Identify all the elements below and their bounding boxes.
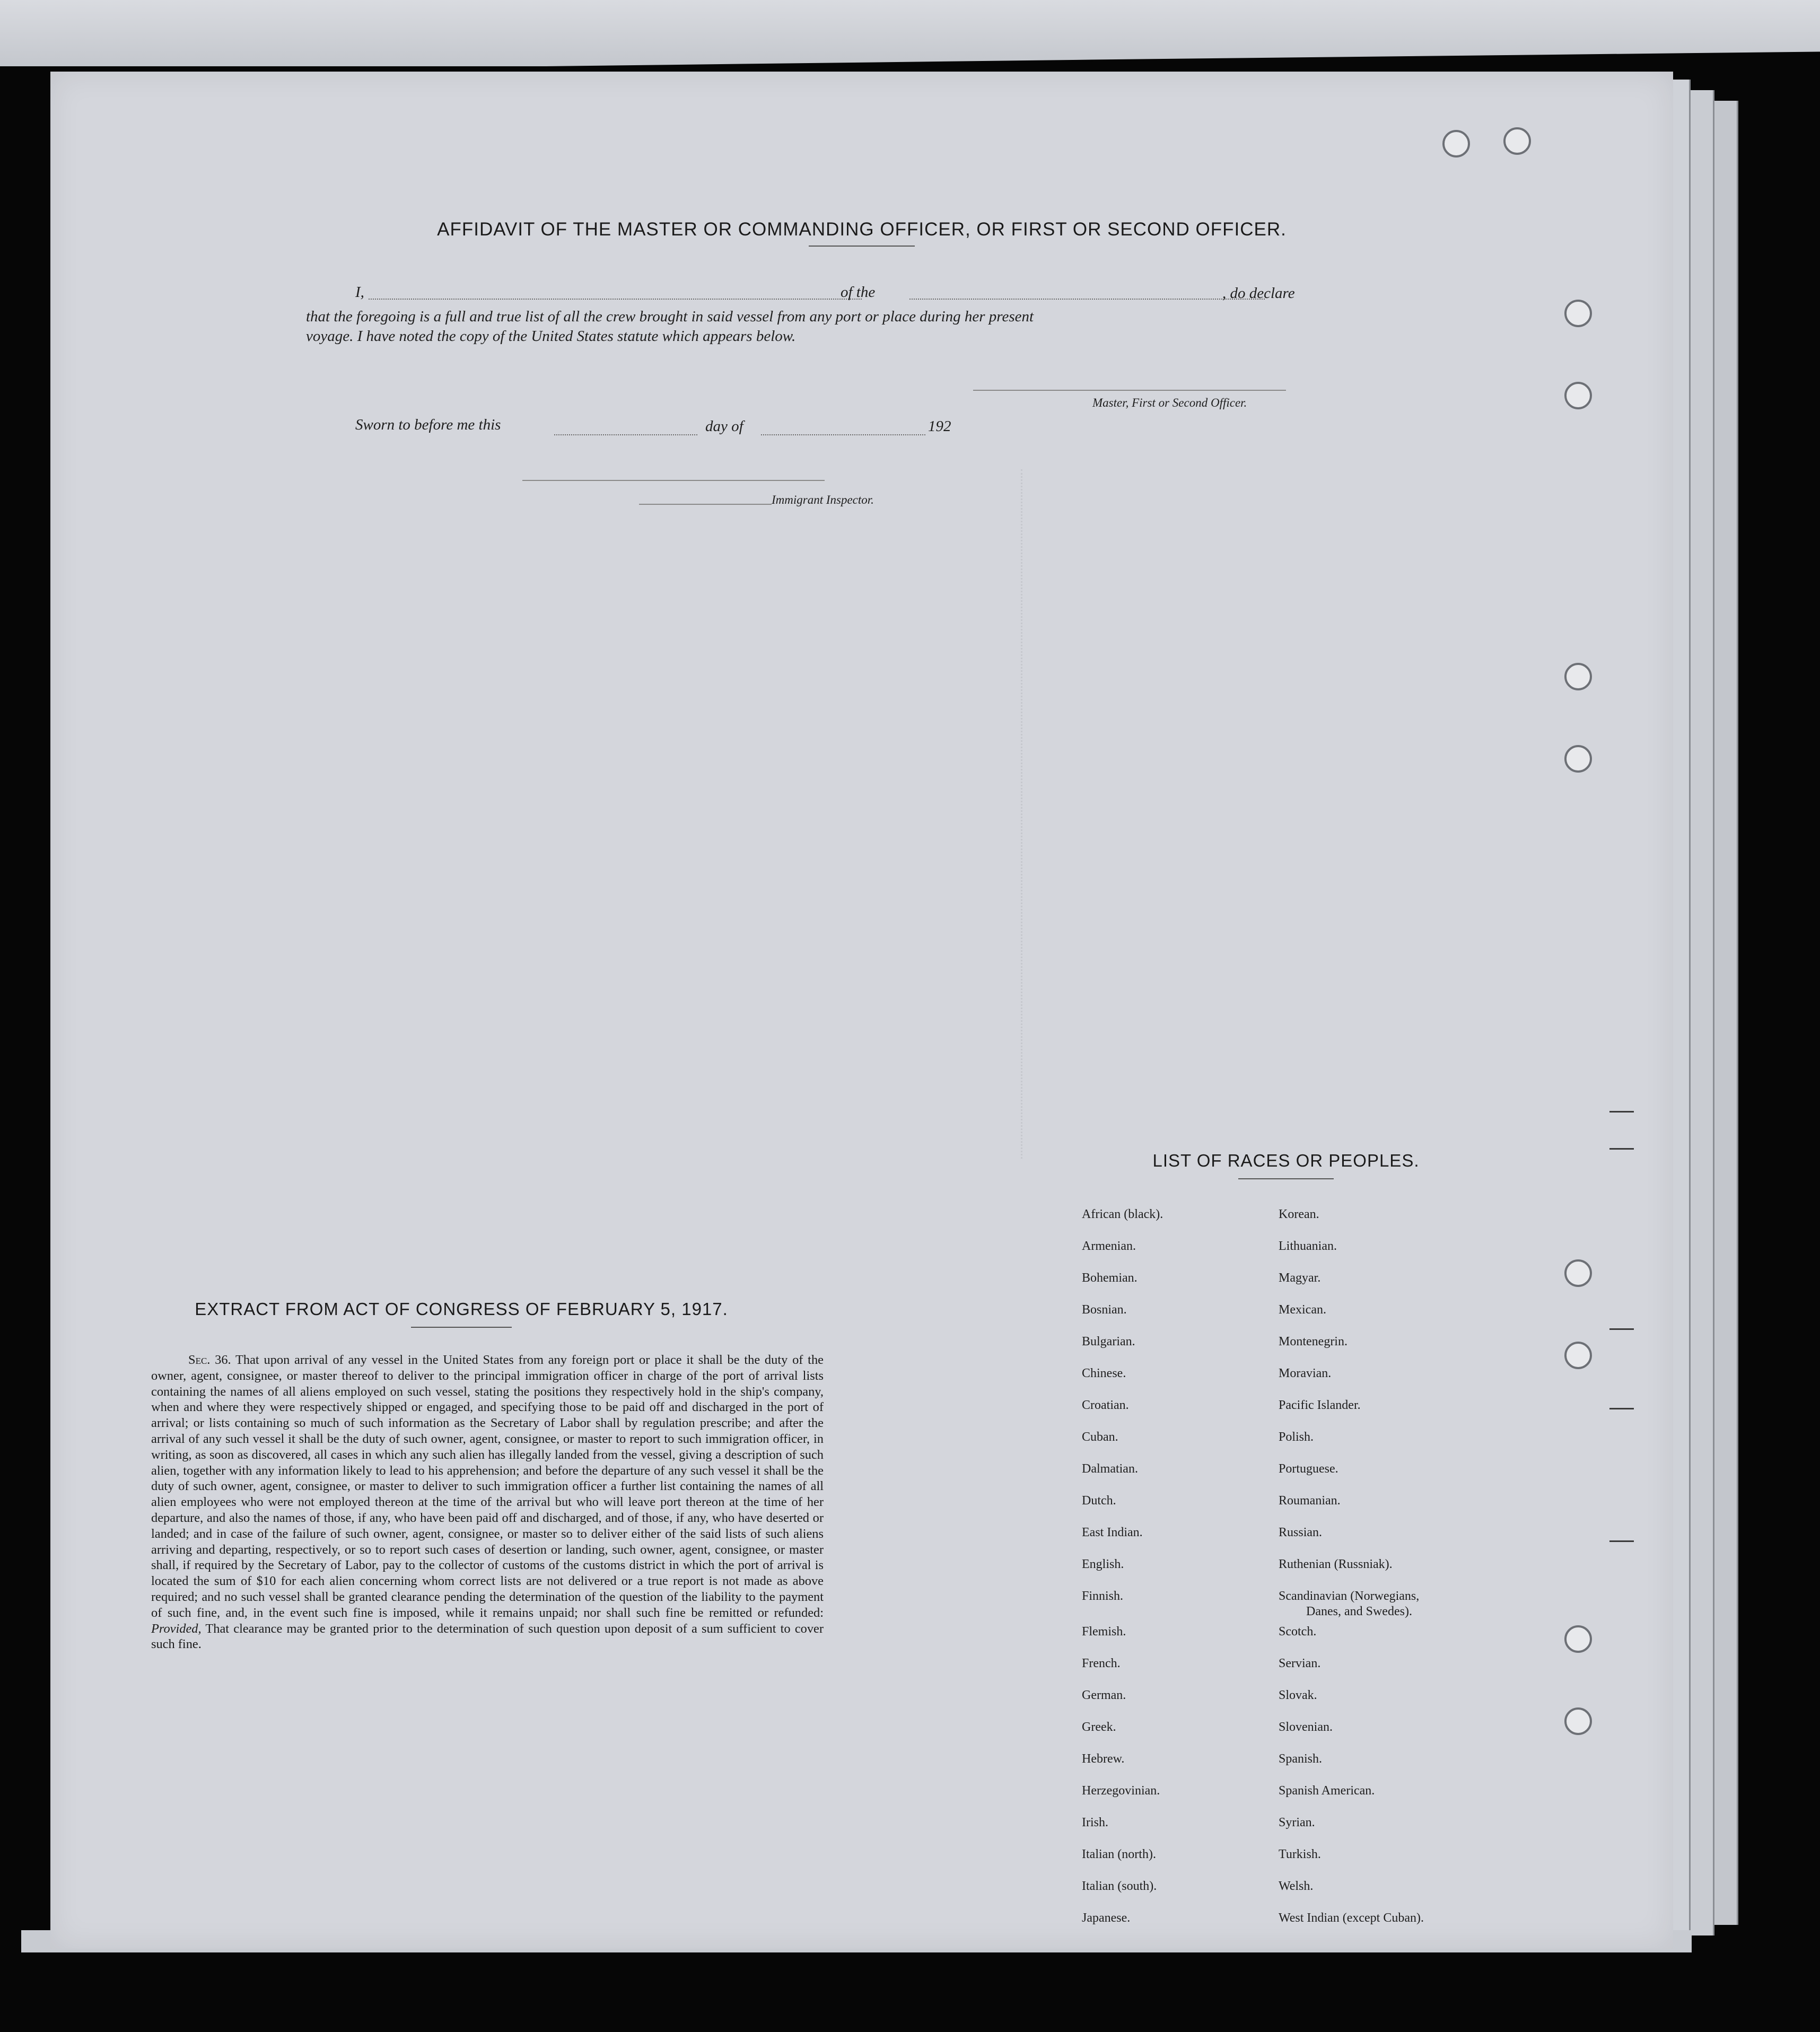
affidavit-do-declare: , do declare xyxy=(1222,285,1295,302)
punch-hole xyxy=(1564,745,1592,773)
punch-hole xyxy=(1564,1625,1592,1653)
race-item: West Indian (except Cuban). xyxy=(1279,1911,1424,1925)
sworn-day-line[interactable] xyxy=(554,434,697,435)
race-item: Dalmatian. xyxy=(1082,1462,1138,1476)
sworn-label: Sworn to before me this xyxy=(355,416,501,433)
race-item: Japanese. xyxy=(1082,1911,1131,1925)
race-item: Finnish. xyxy=(1082,1589,1124,1603)
race-item: Syrian. xyxy=(1279,1816,1315,1829)
race-item: Welsh. xyxy=(1279,1879,1314,1893)
tab-mark xyxy=(1609,1408,1634,1409)
extract-body xyxy=(151,1352,824,1652)
punch-hole xyxy=(1442,130,1470,157)
sworn-month-line[interactable] xyxy=(761,434,925,435)
race-item: Bohemian. xyxy=(1082,1271,1138,1285)
race-item: Danes, and Swedes). xyxy=(1306,1605,1412,1618)
race-item: Slovak. xyxy=(1279,1688,1317,1702)
bleed-through-ghost xyxy=(1021,469,1553,1159)
affidavit-title: AFFIDAVIT OF THE MASTER OR COMMANDING OFFICER, OR FIRST OR SECOND OFFICER. xyxy=(50,219,1673,247)
race-item: Russian. xyxy=(1279,1526,1323,1539)
race-item: Hebrew. xyxy=(1082,1752,1125,1766)
race-item: East Indian. xyxy=(1082,1526,1143,1539)
race-item: Armenian. xyxy=(1082,1239,1136,1253)
race-item: Flemish. xyxy=(1082,1625,1126,1639)
document-page xyxy=(50,72,1673,1949)
race-item: Bosnian. xyxy=(1082,1303,1127,1317)
inspector-signature-line-1[interactable] xyxy=(522,480,825,481)
punch-hole xyxy=(1564,382,1592,409)
races-title: LIST OF RACES OR PEOPLES. xyxy=(1074,1151,1498,1179)
punch-hole xyxy=(1564,1707,1592,1735)
inspector-label: Immigrant Inspector. xyxy=(772,493,874,506)
punch-hole xyxy=(1503,127,1531,155)
race-item: Spanish. xyxy=(1279,1752,1323,1766)
day-of-label: day of xyxy=(705,418,743,435)
race-item: Mexican. xyxy=(1279,1303,1326,1317)
master-signature-line[interactable] xyxy=(973,390,1286,391)
punch-hole xyxy=(1564,1259,1592,1287)
race-item: Italian (south). xyxy=(1082,1879,1157,1893)
race-item: Greek. xyxy=(1082,1720,1116,1734)
race-item: Lithuanian. xyxy=(1279,1239,1337,1253)
punch-hole xyxy=(1564,1342,1592,1369)
race-item: Bulgarian. xyxy=(1082,1335,1135,1348)
race-item: Cuban. xyxy=(1082,1430,1118,1444)
race-item: Ruthenian (Russniak). xyxy=(1279,1557,1393,1571)
tab-mark xyxy=(1609,1111,1634,1113)
section-label: Sec. 36. xyxy=(188,1353,231,1367)
race-item: Pacific Islander. xyxy=(1279,1398,1361,1412)
race-item: Italian (north). xyxy=(1082,1847,1156,1861)
race-item: Montenegrin. xyxy=(1279,1335,1348,1348)
tab-mark xyxy=(1609,1148,1634,1150)
race-item: Spanish American. xyxy=(1279,1784,1375,1798)
master-name-line[interactable] xyxy=(369,299,862,300)
vessel-name-line[interactable] xyxy=(909,299,1265,300)
punch-hole xyxy=(1564,663,1592,690)
race-item: Roumanian. xyxy=(1279,1494,1341,1508)
tab-mark xyxy=(1609,1540,1634,1542)
film-top-strip xyxy=(0,0,1820,66)
affidavit-line-2: that the foregoing is a full and true list of all the crew brought in said vessel from any port or place during her present xyxy=(306,308,1034,325)
race-item: Turkish. xyxy=(1279,1847,1321,1861)
race-item: Moravian. xyxy=(1279,1367,1332,1380)
race-item: Croatian. xyxy=(1082,1398,1129,1412)
inspector-signature-line-2[interactable] xyxy=(639,504,772,505)
punch-hole xyxy=(1564,300,1592,327)
affidavit-i-label: I, xyxy=(355,284,364,301)
race-item: Magyar. xyxy=(1279,1271,1321,1285)
affidavit-of-the: of the xyxy=(841,284,876,301)
section-text: That upon arrival of any vessel in the United States from any foreign port or place it shall be the duty of the owner, agent, consignee, or master thereof to deliver to the principal immigration officer in charge of the port of arrival lists containing the names of all aliens employed on such vessel, stating the positions they respectively hold in the ship's company, when and where they were respectively shipped or engaged, and specifying those to be paid off and discharged in the port of arrival; or lists containing so much of such information as the Secretary of Labor shall by regulation prescribe; and after the arrival of any such vessel it shall be the duty of such owner, agent, consignee, or master to report to such immigration officer, in writing, as soon as discovered, all cases in which any such alien has illegally landed from the vessel, giving a description of such alien, together with any information likely to lead to his apprehension; and before the departure of any such vessel it shall be the duty of such owner, agent, consignee, or master to deliver to such immigration officer a further list containing the names of all alien employees who were not employed thereon at the time of the arrival but who will leave port thereon at the time of her departure, and also the names of those, if any, who have been paid off and discharged, and of those, if any, who have deserted or landed; and in case of the failure of such owner, agent, consignee, or master so to deliver either of the said lists of such aliens arriving and departing, respectively, or so to report such cases of desertion or landing, such owner, agent, consignee, or master shall, if required by the Secretary of Labor, pay to the collector of customs of the customs district in which the port of arrival is located the sum of $10 for each alien concerning whom correct lists are not delivered or a true report is not made as above required; and no such vessel shall be granted clearance pending the determination of the question of the liability to the payment of such fine, and, in the event such fine is imposed, while it remains unpaid; nor shall such fine be remitted or refunded: xyxy=(151,1353,824,1620)
race-item: Scotch. xyxy=(1279,1625,1317,1639)
race-item: Chinese. xyxy=(1082,1367,1126,1380)
races-list-left xyxy=(1082,1207,1163,1943)
section-text-end: That clearance may be granted prior to the determination of such question upon deposit of a sum sufficient to cover such fine. xyxy=(151,1621,824,1652)
race-item: Herzegovinian. xyxy=(1082,1784,1160,1798)
extract-title: EXTRACT FROM ACT OF CONGRESS OF FEBRUARY 5, 1917. xyxy=(125,1299,798,1328)
race-item: Polish. xyxy=(1279,1430,1314,1444)
race-item: African (black). xyxy=(1082,1207,1163,1221)
race-item: Portuguese. xyxy=(1279,1462,1338,1476)
race-item: German. xyxy=(1082,1688,1126,1702)
master-signature-label: Master, First or Second Officer. xyxy=(1092,396,1247,409)
races-list-right xyxy=(1279,1207,1424,1943)
provided-label: Provided, xyxy=(151,1621,202,1636)
race-item: Servian. xyxy=(1279,1657,1321,1670)
tab-mark xyxy=(1609,1328,1634,1330)
race-item: French. xyxy=(1082,1657,1121,1670)
race-item: Irish. xyxy=(1082,1816,1108,1829)
affidavit-line-3: voyage. I have noted the copy of the United States statute which appears below. xyxy=(306,328,796,345)
sworn-year: 192 xyxy=(928,418,951,435)
race-item: English. xyxy=(1082,1557,1124,1571)
race-item: Slovenian. xyxy=(1279,1720,1333,1734)
race-item: Dutch. xyxy=(1082,1494,1116,1508)
race-item: Korean. xyxy=(1279,1207,1319,1221)
race-item: Scandinavian (Norwegians, xyxy=(1279,1589,1420,1603)
